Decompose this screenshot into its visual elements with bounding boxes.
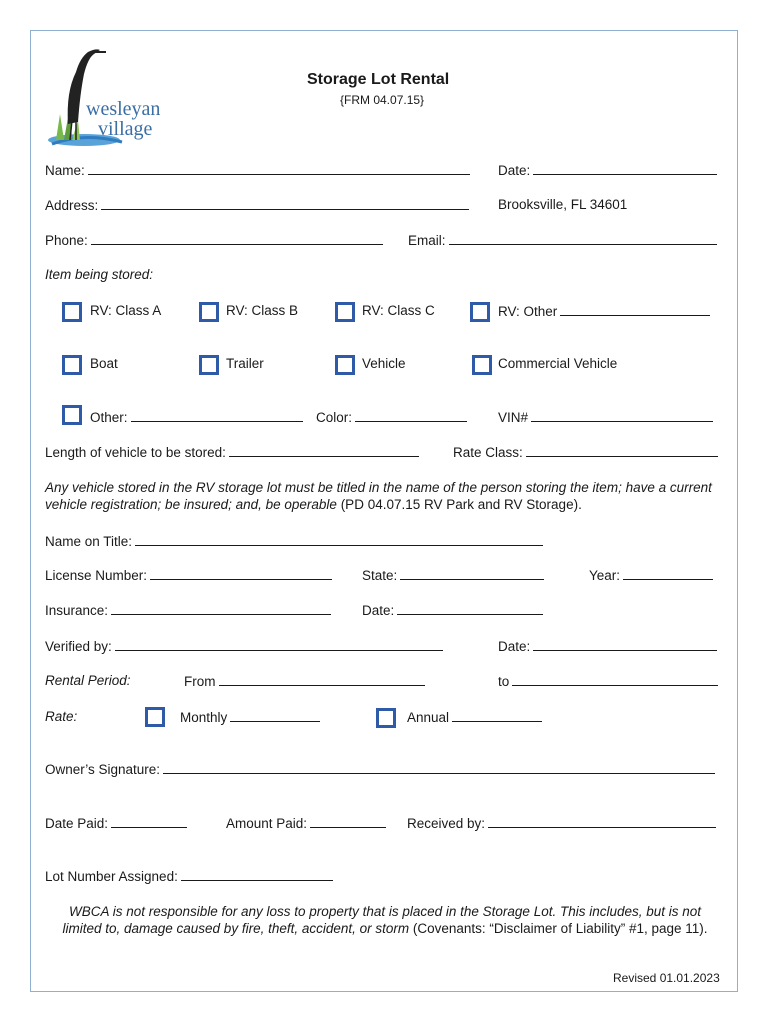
rate-class-label: Rate Class: [453, 445, 523, 460]
phone-label: Phone: [45, 233, 88, 248]
lot-number-label: Lot Number Assigned: [45, 869, 178, 884]
email-field[interactable] [408, 232, 717, 249]
rv-class-c-checkbox[interactable] [335, 302, 355, 322]
city-text: Brooksville, FL 34601 [498, 197, 628, 212]
trailer-checkbox[interactable] [199, 355, 219, 375]
vehicle-label: Vehicle [362, 356, 406, 371]
annual-checkbox[interactable] [376, 708, 396, 728]
state-field[interactable] [362, 567, 544, 584]
amount-paid-label: Amount Paid: [226, 816, 308, 831]
notice-italic: Any vehicle stored in the RV storage lot must be titled in the name of the person storing the item; have a current vehicle registration; be insured; and, be operable [45, 480, 712, 512]
boat-label: Boat [90, 356, 118, 371]
received-by-field[interactable] [407, 815, 716, 832]
verified-by-label: Verified by: [45, 639, 112, 654]
length-field[interactable] [45, 444, 419, 461]
rv-class-a-checkbox[interactable] [62, 302, 82, 322]
verified-by-field[interactable] [45, 638, 443, 655]
rv-class-b-label: RV: Class B [226, 303, 299, 318]
from-label: From [184, 674, 216, 689]
revised-date: Revised 01.01.2023 [613, 971, 720, 985]
name-on-title-label: Name on Title: [45, 534, 133, 549]
owner-signature-label: Owner’s Signature: [45, 762, 161, 777]
address-label: Address: [45, 198, 99, 213]
title-requirement-notice [45, 479, 729, 513]
color-label: Color: [316, 410, 353, 425]
disclaimer-plain: (Covenants: “Disclaimer of Liability” #1, page 11). [409, 921, 708, 936]
from-field[interactable] [184, 673, 425, 690]
address-field[interactable] [45, 197, 469, 214]
items-heading: Item being stored: [45, 267, 154, 282]
rv-class-b-checkbox[interactable] [199, 302, 219, 322]
length-label: Length of vehicle to be stored: [45, 445, 226, 460]
license-field[interactable] [45, 567, 332, 584]
insurance-field[interactable] [45, 602, 331, 619]
lot-number-field[interactable] [45, 868, 333, 885]
rate-class-field[interactable] [453, 444, 718, 461]
date-paid-label: Date Paid: [45, 816, 109, 831]
date-paid-field[interactable] [45, 815, 187, 832]
disclaimer [50, 903, 720, 937]
name-on-title-field[interactable] [45, 533, 543, 550]
other-label: Other: [90, 410, 128, 425]
insurance-date-label: Date: [362, 603, 395, 618]
vehicle-checkbox[interactable] [335, 355, 355, 375]
rv-other-checkbox[interactable] [470, 302, 490, 322]
insurance-label: Insurance: [45, 603, 109, 618]
logo-text-2: village [98, 118, 153, 140]
to-field[interactable] [498, 673, 718, 690]
year-label: Year: [589, 568, 621, 583]
rv-class-c-label: RV: Class C [362, 303, 435, 318]
notice-plain: (PD 04.07.15 RV Park and RV Storage). [336, 497, 582, 512]
form-code: {FRM 04.07.15} [340, 93, 425, 107]
license-label: License Number: [45, 568, 148, 583]
vin-label: VIN# [498, 410, 529, 425]
name-label: Name: [45, 163, 85, 178]
annual-field[interactable] [407, 709, 542, 726]
verified-date-label: Date: [498, 639, 531, 654]
amount-paid-field[interactable] [226, 815, 386, 832]
page-title: Storage Lot Rental [307, 71, 450, 88]
monthly-label: Monthly [180, 710, 228, 725]
other-field[interactable] [90, 409, 303, 426]
vin-field[interactable] [498, 409, 713, 426]
rate-label: Rate: [45, 709, 78, 724]
boat-checkbox[interactable] [62, 355, 82, 375]
monthly-field[interactable] [180, 709, 320, 726]
state-label: State: [362, 568, 398, 583]
annual-label: Annual [407, 710, 450, 725]
rental-period-label: Rental Period: [45, 673, 131, 688]
year-field[interactable] [589, 567, 713, 584]
color-field[interactable] [316, 409, 467, 426]
email-label: Email: [408, 233, 446, 248]
phone-field[interactable] [45, 232, 383, 249]
insurance-date-field[interactable] [362, 602, 543, 619]
verified-date-field[interactable] [498, 638, 717, 655]
rv-other-field[interactable] [498, 303, 710, 320]
monthly-checkbox[interactable] [145, 707, 165, 727]
commercial-vehicle-label: Commercial Vehicle [498, 356, 618, 371]
trailer-label: Trailer [226, 356, 264, 371]
disclaimer-italic: WBCA is not responsible for any loss to property that is placed in the Storage Lot. This includes, but is not limited to, damage caused by fire, theft, accident, or storm [62, 904, 702, 936]
logo-text-1: wesleyan [86, 98, 161, 120]
date-field[interactable] [498, 162, 717, 179]
date-label: Date: [498, 163, 531, 178]
rv-other-label: RV: Other [498, 304, 558, 319]
received-by-label: Received by: [407, 816, 486, 831]
name-field[interactable] [45, 162, 470, 179]
owner-signature-field[interactable] [45, 761, 715, 778]
commercial-vehicle-checkbox[interactable] [472, 355, 492, 375]
other-checkbox[interactable] [62, 405, 82, 425]
to-label: to [498, 674, 510, 689]
rv-class-a-label: RV: Class A [90, 303, 162, 318]
